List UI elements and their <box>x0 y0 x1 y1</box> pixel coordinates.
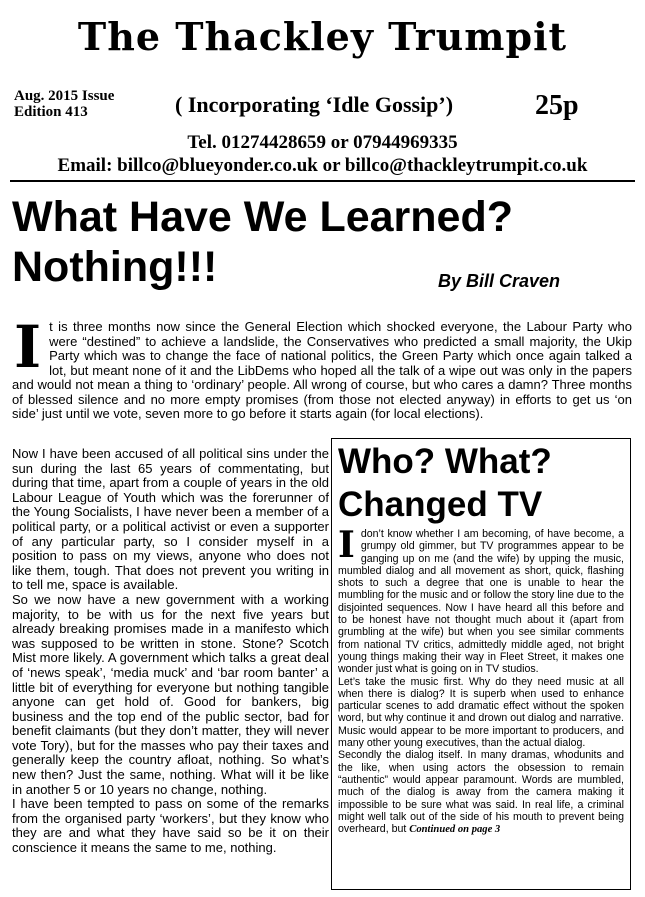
telephone: Tel. 01274428659 or 07944969335 <box>187 132 458 153</box>
byline: By Bill Craven <box>438 271 561 291</box>
article-paragraph: So we now have a new government with a working majority, to be with us for the next five years but already breaking promises made in a manifesto which was supposed to be written in stone. Stone? Scotch Mist more likely. A government which talks a great deal of ‘news speak’, ‘media muck’ and ‘bar room banter’ a little bit of everything for everyone but nothing tangible anyone can get hold of. Good for bankers, big business and the top end of the public sector, bad for benefit claimants (but they don’t matter, they will never vote Tory), but for the masses who pay their taxes and generally keep the country afloat, nothing. So what’s new then? Just the same, nothing. What will it be like in another 5 or 10 years no change, nothing. <box>12 591 329 797</box>
sidebar-title <box>338 440 624 526</box>
article-column <box>12 447 329 856</box>
article-intro <box>12 313 632 422</box>
issue-info <box>14 88 114 120</box>
sidebar-paragraph <box>338 524 624 676</box>
continued-link[interactable]: Continued on page 3 <box>409 824 501 836</box>
subtitle: ( Incorporating ‘Idle Gossip’) <box>175 92 454 117</box>
sidebar-article <box>331 438 631 890</box>
sidebar-title-line-2: Changed TV <box>338 485 543 524</box>
newspaper-title: The Thackley Trumpit <box>77 14 568 59</box>
sidebar-body <box>338 524 624 836</box>
price: 25p <box>535 90 579 121</box>
headline-line-1: What Have We Learned? <box>12 193 513 241</box>
sidebar-paragraph-text: don’t know whether I am becoming, of have become, a grumpy old gimmer, but TV programmes appear to be ganging up on me (and the wife) by upping the music, mumbled dialog and all movement as short, quick, flashing shots to such a degree that one is unable to hear the mumbling for the music and or follow the story line due to the disjointed sequences. Now I have heard all this before and to be honest have not thought much about it (apart from grumbling at the wife) but when you see similar comments from national TV critics, admittedly middle aged, not bright young things making their way in Fleet Street, it makes one wonder just what is going on in TV studios. <box>338 528 624 676</box>
headline-line-2: Nothing!!! <box>12 243 218 291</box>
drop-cap: I <box>14 313 42 381</box>
email: Email: billco@blueyonder.co.uk or billco@thackleytrumpit.co.uk <box>57 155 588 176</box>
article-paragraph: I have been tempted to pass on some of the remarks from the organised party ‘workers’, but they know who they are and what they have said so be it on their conscience it means the same to me, nothing. <box>12 796 329 856</box>
sidebar-paragraph-text: Secondly the dialog itself. In many dramas, whodunits and the like, when using actors the obsession to remain “authentic” would appear paramount. Words are mumbled, much of the dialog is away from the camera making it impossible to be sure what was said. In real life, a criminal might well talk out of the side of his mouth to prevent being overheard, but <box>338 749 624 836</box>
sidebar-drop-cap: I <box>338 524 355 566</box>
issue-date: Aug. 2015 Issue <box>14 88 115 104</box>
masthead-divider <box>10 180 635 182</box>
intro-text: t is three months now since the General Election which shocked everyone, the Labour Party who were “destined” to achieve a landslide, the Conservatives who predicted a small majority, the Ukip Party which was to change the face of national politics, the Green Party which once again talked a lot, but meant none of it and the LibDems who hoped all the talk of a wipe out was only in the papers and would not mean a thing to ‘ordinary’ people. All wrong of course, but who cares a damn? Three months of blessed silence and no more empty promises (from those not elected anyway) in efforts to get us ‘on side’ just until we vote, seven more to go before it starts again (for local elections). <box>12 319 632 421</box>
sidebar-title-line-1: Who? What? <box>338 442 552 481</box>
article-paragraph: Now I have been accused of all political sins under the sun during the last 65 years of commentating, but during that time, apart from a couple of years in the old Labour League of Youth which was the forerunner of the Young Socialists, I have never been a member of a political party, or a political activist or even a supporter of any particular party, so I consider myself in a position to pass on my views, anyone who does not like them, tough. That does not prevent you writing in to tell me, space is available. <box>12 446 329 593</box>
sidebar-paragraph: Let’s take the music first. Why do they need music at all when there is dialog? It is superb when used to enhance particular scenes to add dramatic effect without the spoken word, but why continue it and drown out dialog and narrative. Music would appear to be more important to producers, and many other young executives, than the actual dialog. <box>338 675 624 750</box>
sidebar-paragraph <box>338 749 624 836</box>
edition-number: Edition 413 <box>14 104 88 120</box>
